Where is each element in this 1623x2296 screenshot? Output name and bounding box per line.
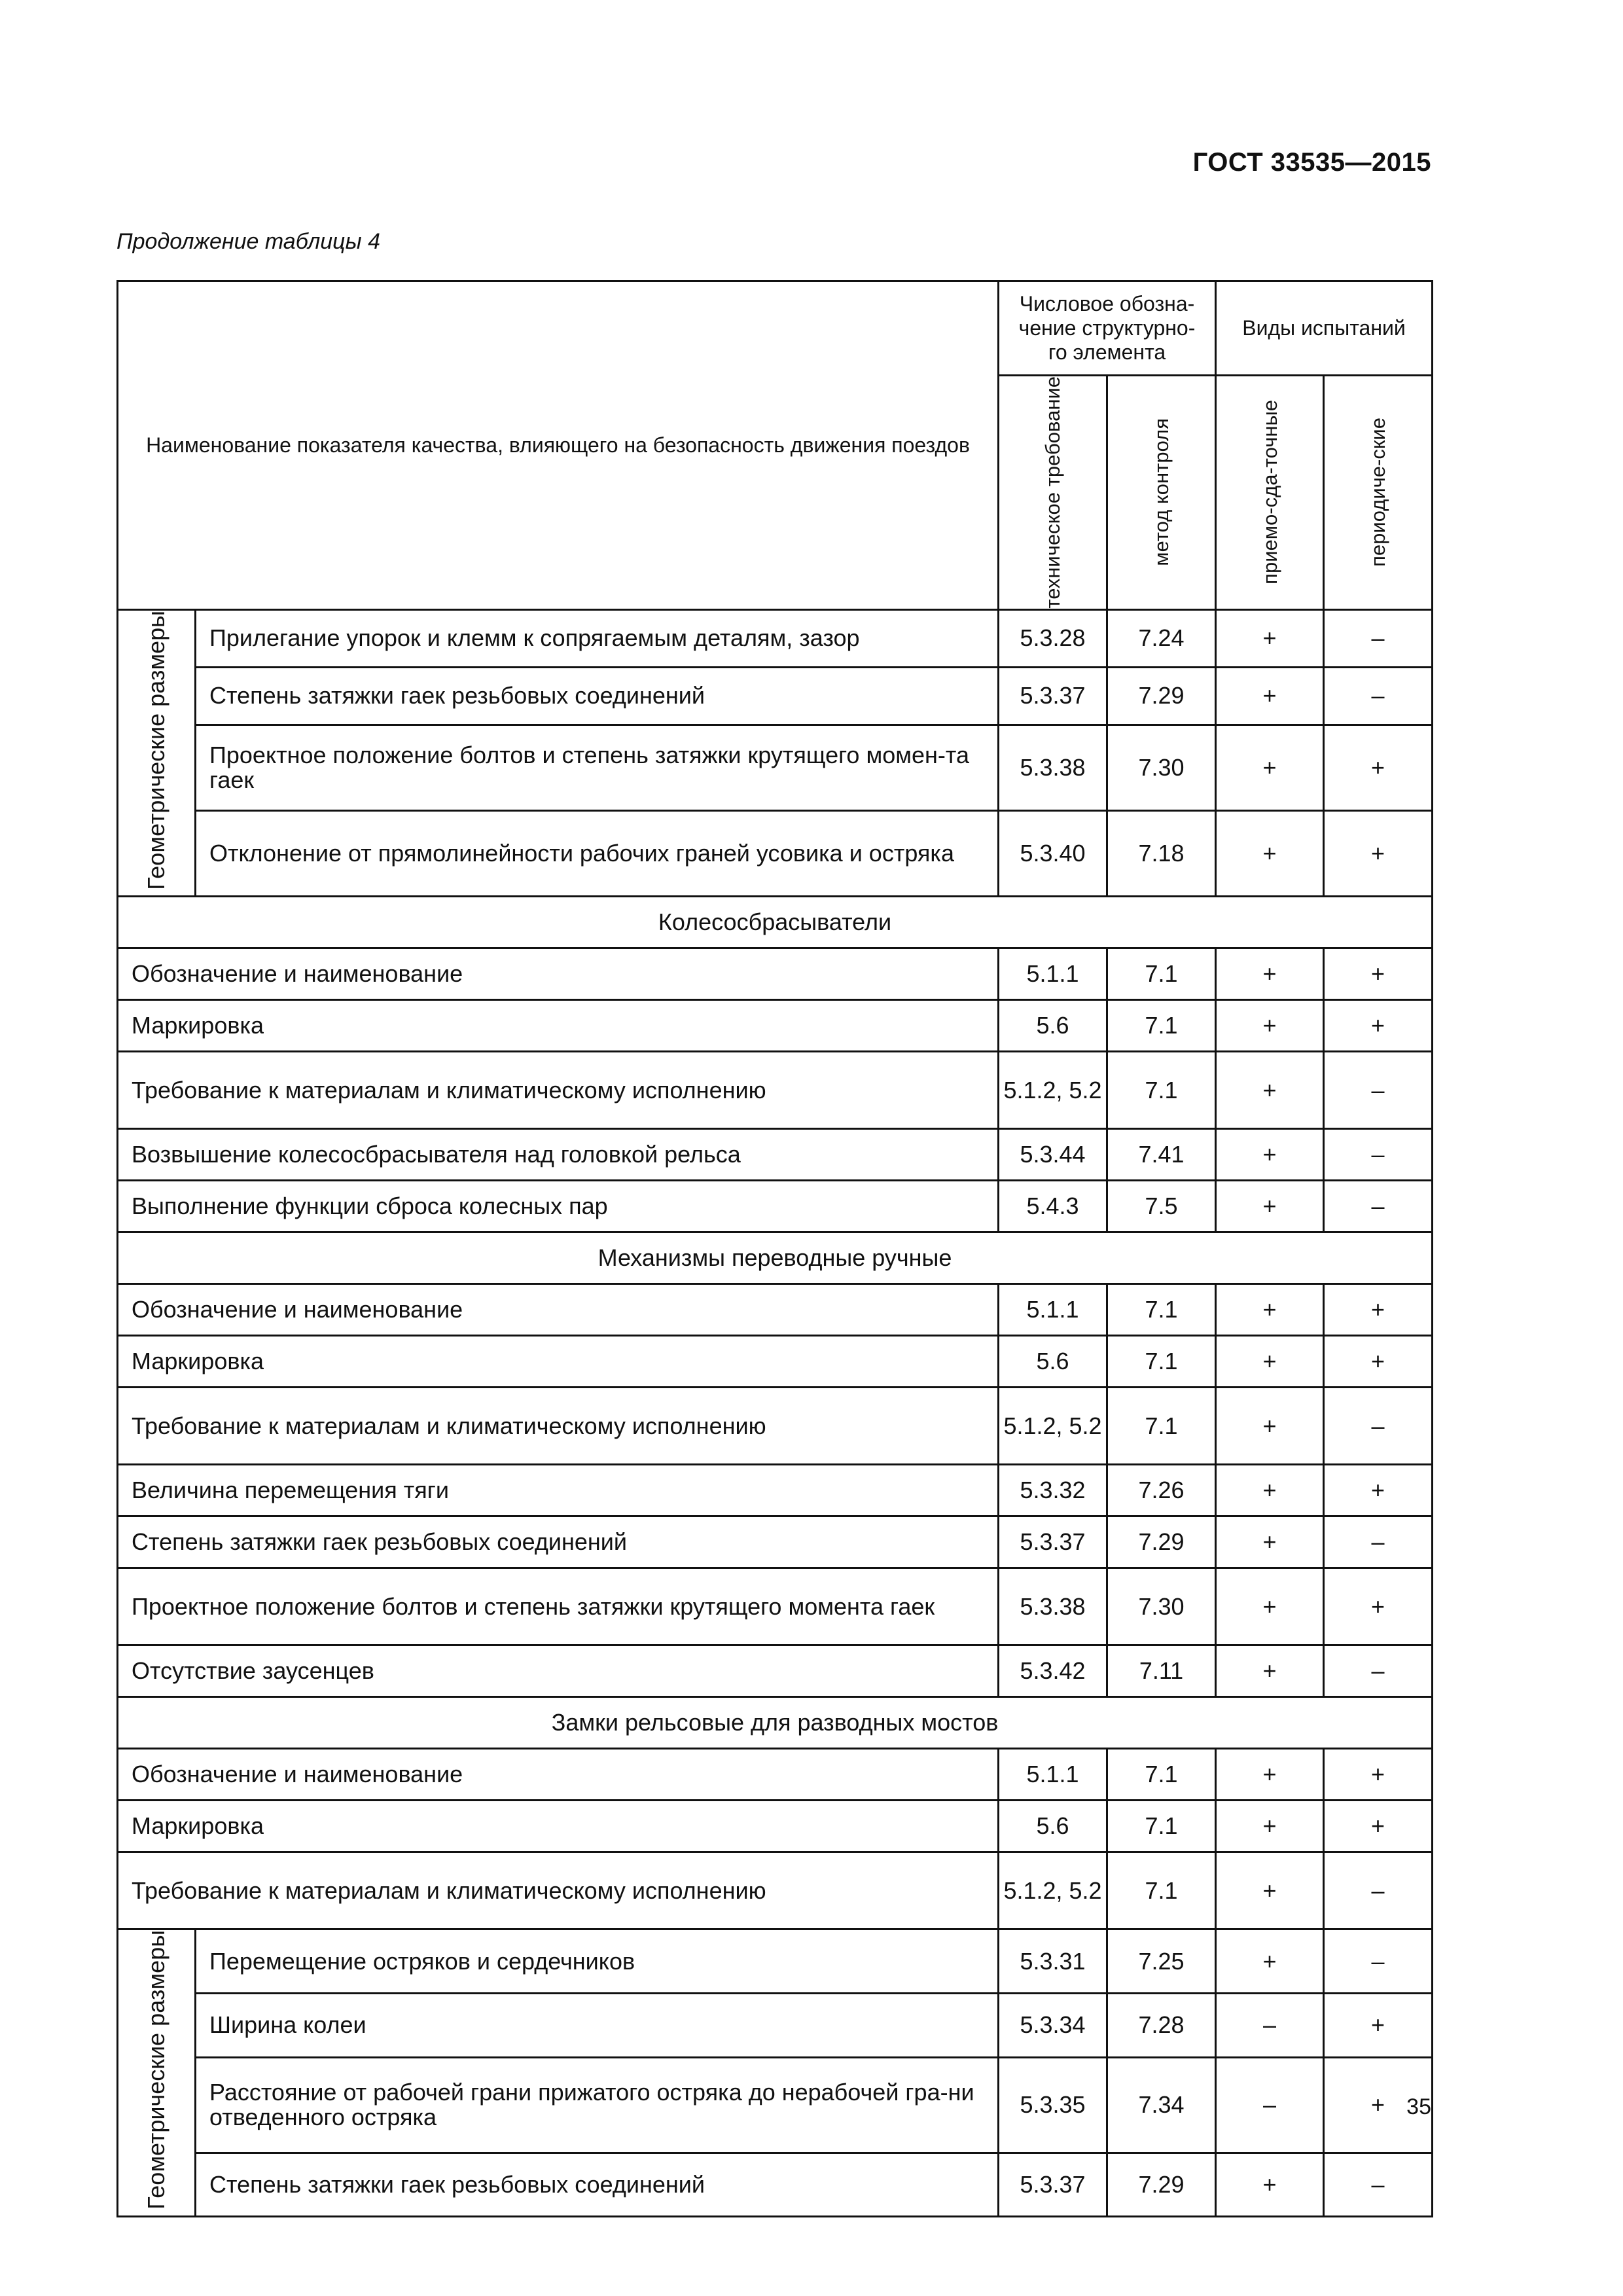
- header-tech-requirement: техническое требование: [999, 376, 1107, 610]
- acceptance-cell: +: [1216, 2153, 1324, 2217]
- indicator-name: Отсутствие заусенцев: [118, 1645, 999, 1697]
- control-method-cell: 7.29: [1107, 667, 1216, 725]
- periodic-cell: +: [1324, 2057, 1433, 2153]
- periodic-cell: –: [1324, 1388, 1433, 1465]
- table-row: [118, 1181, 1433, 1232]
- tech-requirement-cell: 5.3.37: [999, 2153, 1107, 2217]
- table-row: [118, 1749, 1433, 1801]
- table-row: [118, 2057, 1433, 2153]
- tech-requirement-cell: 5.1.1: [999, 1284, 1107, 1336]
- control-method-cell: 7.5: [1107, 1181, 1216, 1232]
- table-row: [118, 948, 1433, 1000]
- indicator-name: Степень затяжки гаек резьбовых соединений: [196, 667, 999, 725]
- tech-requirement-cell: 5.3.28: [999, 609, 1107, 667]
- control-method-cell: 7.29: [1107, 1516, 1216, 1568]
- table-row: [118, 1929, 1433, 1994]
- tech-requirement-cell: 5.1.2, 5.2: [999, 1852, 1107, 1929]
- table-row: [118, 667, 1433, 725]
- indicator-name: Величина перемещения тяги: [118, 1465, 999, 1516]
- control-method-cell: 7.1: [1107, 1388, 1216, 1465]
- table-row: [118, 1516, 1433, 1568]
- control-method-cell: 7.1: [1107, 948, 1216, 1000]
- tech-requirement-cell: 5.1.1: [999, 1749, 1107, 1801]
- indicator-name: Прилегание упорок и клемм к сопрягаемым деталям, зазор: [196, 609, 999, 667]
- periodic-cell: +: [1324, 1801, 1433, 1852]
- periodic-cell: +: [1324, 1568, 1433, 1645]
- indicator-name: Требование к материалам и климатическому исполнению: [118, 1388, 999, 1465]
- indicator-name: Обозначение и наименование: [118, 1749, 999, 1801]
- table-row: [118, 1129, 1433, 1181]
- tech-requirement-cell: 5.3.44: [999, 1129, 1107, 1181]
- acceptance-cell: +: [1216, 1801, 1324, 1852]
- table-row: [118, 1645, 1433, 1697]
- indicator-name: Маркировка: [118, 1336, 999, 1388]
- tech-requirement-cell: 5.6: [999, 1801, 1107, 1852]
- tech-requirement-cell: 5.3.32: [999, 1465, 1107, 1516]
- table-row: [118, 1000, 1433, 1052]
- tech-requirement-cell: 5.1.2, 5.2: [999, 1052, 1107, 1129]
- table-row: [118, 609, 1433, 667]
- acceptance-cell: +: [1216, 1388, 1324, 1465]
- acceptance-cell: +: [1216, 725, 1324, 810]
- indicator-name: Проектное положение болтов и степень затяжки крутящего момен-та гаек: [196, 725, 999, 810]
- periodic-cell: +: [1324, 1284, 1433, 1336]
- tech-requirement-cell: 5.3.38: [999, 725, 1107, 810]
- acceptance-cell: +: [1216, 810, 1324, 896]
- periodic-cell: +: [1324, 1465, 1433, 1516]
- table-row: [118, 1994, 1433, 2058]
- quality-indicators-table: [116, 280, 1433, 2217]
- header-numeric-designation: Числовое обозна-чение структурно-го элемента: [999, 281, 1216, 376]
- acceptance-cell: +: [1216, 1749, 1324, 1801]
- periodic-cell: +: [1324, 725, 1433, 810]
- acceptance-cell: +: [1216, 1129, 1324, 1181]
- indicator-name: Отклонение от прямолинейности рабочих граней усовика и остряка: [196, 810, 999, 896]
- table-row: [118, 2153, 1433, 2217]
- control-method-cell: 7.18: [1107, 810, 1216, 896]
- periodic-cell: +: [1324, 1000, 1433, 1052]
- periodic-cell: –: [1324, 1129, 1433, 1181]
- acceptance-cell: +: [1216, 1929, 1324, 1994]
- indicator-name: Перемещение остряков и сердечников: [196, 1929, 999, 1994]
- periodic-cell: –: [1324, 609, 1433, 667]
- periodic-cell: +: [1324, 948, 1433, 1000]
- acceptance-cell: +: [1216, 1568, 1324, 1645]
- tech-requirement-cell: 5.3.40: [999, 810, 1107, 896]
- tech-requirement-cell: 5.3.31: [999, 1929, 1107, 1994]
- periodic-cell: +: [1324, 1749, 1433, 1801]
- indicator-name: Требование к материалам и климатическому исполнению: [118, 1052, 999, 1129]
- table-caption: Продолжение таблицы 4: [116, 229, 380, 254]
- acceptance-cell: +: [1216, 1516, 1324, 1568]
- table-row: [118, 1388, 1433, 1465]
- acceptance-cell: +: [1216, 1052, 1324, 1129]
- document-code: ГОСТ 33535—2015: [1192, 148, 1431, 177]
- group-label-geometric: Геометрические размеры: [118, 1929, 196, 2217]
- periodic-cell: –: [1324, 1645, 1433, 1697]
- header-indicator-name: Наименование показателя качества, влияющего на безопасность движения поездов: [118, 281, 999, 610]
- section-title-wheel-derailers: Колесосбрасыватели: [118, 897, 1433, 948]
- indicator-name: Степень затяжки гаек резьбовых соединений: [118, 1516, 999, 1568]
- header-control-method: метод контроля: [1107, 376, 1216, 610]
- table-row: [118, 810, 1433, 896]
- periodic-cell: +: [1324, 810, 1433, 896]
- page-number: 35: [1406, 2094, 1431, 2119]
- control-method-cell: 7.1: [1107, 1749, 1216, 1801]
- control-method-cell: 7.25: [1107, 1929, 1216, 1994]
- acceptance-cell: +: [1216, 667, 1324, 725]
- table-row: [118, 725, 1433, 810]
- control-method-cell: 7.1: [1107, 1284, 1216, 1336]
- acceptance-cell: +: [1216, 1336, 1324, 1388]
- control-method-cell: 7.34: [1107, 2057, 1216, 2153]
- control-method-cell: 7.30: [1107, 1568, 1216, 1645]
- section-title-manual-switch-mechanisms: Механизмы переводные ручные: [118, 1232, 1433, 1284]
- table-row: [118, 1801, 1433, 1852]
- periodic-cell: –: [1324, 1929, 1433, 1994]
- periodic-cell: –: [1324, 667, 1433, 725]
- tech-requirement-cell: 5.1.1: [999, 948, 1107, 1000]
- table-row: [118, 1336, 1433, 1388]
- table-row: [118, 1284, 1433, 1336]
- control-method-cell: 7.24: [1107, 609, 1216, 667]
- table-row: [118, 1052, 1433, 1129]
- indicator-name: Требование к материалам и климатическому исполнению: [118, 1852, 999, 1929]
- periodic-cell: +: [1324, 1336, 1433, 1388]
- group-label-geometric: Геометрические размеры: [118, 609, 196, 897]
- control-method-cell: 7.1: [1107, 1801, 1216, 1852]
- tech-requirement-cell: 5.3.35: [999, 2057, 1107, 2153]
- control-method-cell: 7.28: [1107, 1994, 1216, 2058]
- acceptance-cell: +: [1216, 609, 1324, 667]
- indicator-name: Обозначение и наименование: [118, 948, 999, 1000]
- header-test-types: Виды испытаний: [1216, 281, 1433, 376]
- control-method-cell: 7.1: [1107, 1052, 1216, 1129]
- acceptance-cell: +: [1216, 1284, 1324, 1336]
- tech-requirement-cell: 5.3.34: [999, 1994, 1107, 2058]
- control-method-cell: 7.29: [1107, 2153, 1216, 2217]
- control-method-cell: 7.11: [1107, 1645, 1216, 1697]
- acceptance-cell: +: [1216, 1645, 1324, 1697]
- table-row: [118, 1568, 1433, 1645]
- tech-requirement-cell: 5.3.37: [999, 667, 1107, 725]
- header-periodic-tests: периодиче-ские: [1324, 376, 1433, 610]
- section-title-rail-locks: Замки рельсовые для разводных мостов: [118, 1697, 1433, 1749]
- tech-requirement-cell: 5.6: [999, 1000, 1107, 1052]
- indicator-name: Расстояние от рабочей грани прижатого остряка до нерабочей гра-ни отведенного остряка: [196, 2057, 999, 2153]
- indicator-name: Выполнение функции сброса колесных пар: [118, 1181, 999, 1232]
- acceptance-cell: +: [1216, 1181, 1324, 1232]
- tech-requirement-cell: 5.3.37: [999, 1516, 1107, 1568]
- table-row: [118, 1465, 1433, 1516]
- control-method-cell: 7.41: [1107, 1129, 1216, 1181]
- tech-requirement-cell: 5.4.3: [999, 1181, 1107, 1232]
- header-acceptance-tests: приемо-сда-точные: [1216, 376, 1324, 610]
- acceptance-cell: –: [1216, 1994, 1324, 2058]
- tech-requirement-cell: 5.3.38: [999, 1568, 1107, 1645]
- periodic-cell: –: [1324, 1516, 1433, 1568]
- periodic-cell: –: [1324, 1181, 1433, 1232]
- tech-requirement-cell: 5.6: [999, 1336, 1107, 1388]
- periodic-cell: –: [1324, 1852, 1433, 1929]
- indicator-name: Проектное положение болтов и степень затяжки крутящего момента гаек: [118, 1568, 999, 1645]
- periodic-cell: +: [1324, 1994, 1433, 2058]
- tech-requirement-cell: 5.1.2, 5.2: [999, 1388, 1107, 1465]
- control-method-cell: 7.26: [1107, 1465, 1216, 1516]
- periodic-cell: –: [1324, 2153, 1433, 2217]
- indicator-name: Возвышение колесосбрасывателя над головкой рельса: [118, 1129, 999, 1181]
- control-method-cell: 7.1: [1107, 1336, 1216, 1388]
- acceptance-cell: +: [1216, 1465, 1324, 1516]
- periodic-cell: –: [1324, 1052, 1433, 1129]
- control-method-cell: 7.30: [1107, 725, 1216, 810]
- acceptance-cell: +: [1216, 948, 1324, 1000]
- control-method-cell: 7.1: [1107, 1852, 1216, 1929]
- indicator-name: Маркировка: [118, 1000, 999, 1052]
- acceptance-cell: +: [1216, 1852, 1324, 1929]
- indicator-name: Ширина колеи: [196, 1994, 999, 2058]
- acceptance-cell: –: [1216, 2057, 1324, 2153]
- indicator-name: Маркировка: [118, 1801, 999, 1852]
- tech-requirement-cell: 5.3.42: [999, 1645, 1107, 1697]
- indicator-name: Степень затяжки гаек резьбовых соединений: [196, 2153, 999, 2217]
- table-row: [118, 1852, 1433, 1929]
- acceptance-cell: +: [1216, 1000, 1324, 1052]
- indicator-name: Обозначение и наименование: [118, 1284, 999, 1336]
- control-method-cell: 7.1: [1107, 1000, 1216, 1052]
